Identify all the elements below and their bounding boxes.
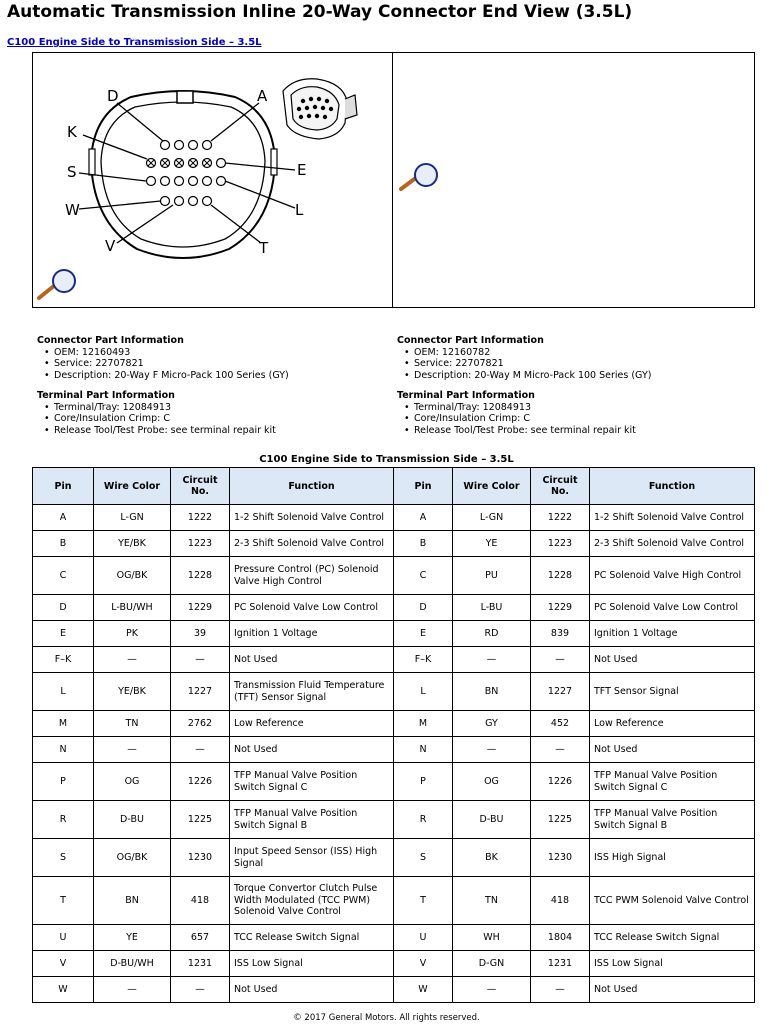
header-circuit-no: Circuit No. (171, 468, 230, 505)
table-cell: 1230 (171, 839, 230, 877)
header-function: Function (230, 468, 394, 505)
table-cell: Not Used (590, 977, 755, 1003)
table-cell: — (453, 977, 531, 1003)
table-header-row (33, 468, 755, 505)
table-cell: — (94, 647, 171, 673)
table-cell: B (33, 531, 94, 557)
table-row (33, 621, 755, 647)
table-cell: 2-3 Shift Solenoid Valve Control (590, 531, 755, 557)
table-row (33, 505, 755, 531)
table-cell: TFT Sensor Signal (590, 673, 755, 711)
table-cell: 1227 (171, 673, 230, 711)
table-cell: Pressure Control (PC) Solenoid Valve High Control (230, 557, 394, 595)
table-cell: 1226 (171, 763, 230, 801)
table-cell: 1231 (171, 951, 230, 977)
table-cell: 1225 (531, 801, 590, 839)
table-cell: L (394, 673, 453, 711)
table-row (33, 925, 755, 951)
table-cell: TFP Manual Valve Position Switch Signal B (590, 801, 755, 839)
table-cell: GY (453, 711, 531, 737)
list-item: • Core/Insulation Crimp: C (414, 413, 747, 425)
table-cell: Not Used (230, 977, 394, 1003)
magnifier-icon[interactable] (39, 270, 75, 298)
table-row (33, 737, 755, 763)
table-cell: 1229 (531, 595, 590, 621)
table-cell: E (394, 621, 453, 647)
terminal-part-heading: Terminal Part Information (397, 390, 535, 401)
pin-label-v: V (105, 237, 116, 255)
table-cell: TN (453, 877, 531, 925)
table-cell: S (394, 839, 453, 877)
table-cell: PC Solenoid Valve Low Control (590, 595, 755, 621)
table-cell: D-BU (453, 801, 531, 839)
table-cell: V (33, 951, 94, 977)
table-row (33, 673, 755, 711)
table-cell: C (394, 557, 453, 595)
table-cell: D-GN (453, 951, 531, 977)
table-row (33, 647, 755, 673)
table-cell: BK (453, 839, 531, 877)
connector-part-heading: Connector Part Information (37, 335, 184, 346)
table-cell: OG/BK (94, 557, 171, 595)
table-cell: YE/BK (94, 531, 171, 557)
table-cell: 2762 (171, 711, 230, 737)
terminal-part-heading: Terminal Part Information (37, 390, 175, 401)
page-title: Automatic Transmission Inline 20-Way Connector End View (3.5L) (7, 2, 633, 22)
table-cell: 1223 (171, 531, 230, 557)
table-cell: P (33, 763, 94, 801)
table-row (33, 557, 755, 595)
table-cell: Not Used (230, 647, 394, 673)
table-cell: — (171, 977, 230, 1003)
connector-key-left (89, 149, 95, 175)
pin-label-s: S (67, 163, 77, 181)
table-cell: L-GN (94, 505, 171, 531)
table-cell: — (94, 977, 171, 1003)
table-cell: — (453, 737, 531, 763)
table-cell: TFP Manual Valve Position Switch Signal C (590, 763, 755, 801)
table-cell: 1225 (171, 801, 230, 839)
list-item: • Terminal/Tray: 12084913 (414, 402, 747, 414)
pin-label-l: L (295, 201, 304, 219)
header-wire-color: Wire Color (453, 468, 531, 505)
table-cell: TCC PWM Solenoid Valve Control (590, 877, 755, 925)
table-cell: 1228 (531, 557, 590, 595)
table-cell: S (33, 839, 94, 877)
pin-label-t: T (259, 239, 269, 257)
table-row (33, 595, 755, 621)
table-row (33, 763, 755, 801)
table-cell: 452 (531, 711, 590, 737)
table-cell: 1222 (531, 505, 590, 531)
table-cell: WH (453, 925, 531, 951)
table-cell: — (453, 647, 531, 673)
table-cell: R (394, 801, 453, 839)
table-cell: U (394, 925, 453, 951)
table-cell: Not Used (230, 737, 394, 763)
table-cell: N (394, 737, 453, 763)
table-cell: 1231 (531, 951, 590, 977)
table-cell: D-BU/WH (94, 951, 171, 977)
table-row (33, 839, 755, 877)
pin-label-k: K (67, 123, 77, 141)
connector-diagram-panel (32, 52, 394, 308)
table-row (33, 951, 755, 977)
table-row (33, 711, 755, 737)
list-item: • Release Tool/Test Probe: see terminal repair kit (414, 425, 747, 437)
table-cell: Input Speed Sensor (ISS) High Signal (230, 839, 394, 877)
list-item: • OEM: 12160782 (414, 347, 747, 359)
table-cell: 1230 (531, 839, 590, 877)
table-row (33, 531, 755, 557)
table-cell: YE/BK (94, 673, 171, 711)
table-cell: 39 (171, 621, 230, 647)
table-cell: D-BU (94, 801, 171, 839)
table-body (33, 505, 755, 1003)
pin-label-e: E (297, 161, 307, 179)
table-cell: 418 (171, 877, 230, 925)
pin-row-4 (161, 197, 212, 206)
table-cell: ISS High Signal (590, 839, 755, 877)
table-cell: Low Reference (230, 711, 394, 737)
table-cell: TN (94, 711, 171, 737)
table-cell: 1804 (531, 925, 590, 951)
table-cell: BN (453, 673, 531, 711)
table-cell: A (33, 505, 94, 531)
header-wire-color: Wire Color (94, 468, 171, 505)
mating-connector-panel (392, 52, 755, 308)
connector-latch (177, 91, 193, 103)
table-cell: Torque Convertor Clutch Pulse Width Modulated (TCC PWM) Solenoid Valve Control (230, 877, 394, 925)
table-caption: C100 Engine Side to Transmission Side – 3.5L (259, 454, 514, 465)
table-cell: W (394, 977, 453, 1003)
table-cell: W (33, 977, 94, 1003)
table-cell: PC Solenoid Valve Low Control (230, 595, 394, 621)
table-cell: TCC Release Switch Signal (230, 925, 394, 951)
table-cell: L-BU/WH (94, 595, 171, 621)
header-pin: Pin (394, 468, 453, 505)
table-cell: OG (453, 763, 531, 801)
table-cell: 1228 (171, 557, 230, 595)
left-part-info (37, 335, 377, 436)
table-cell: TCC Release Switch Signal (590, 925, 755, 951)
pin-label-w: W (65, 201, 80, 219)
table-cell: PK (94, 621, 171, 647)
table-cell: — (531, 737, 590, 763)
table-cell: YE (453, 531, 531, 557)
list-item: • OEM: 12160493 (54, 347, 377, 359)
table-cell: F–K (33, 647, 94, 673)
header-function: Function (590, 468, 755, 505)
magnifier-icon[interactable] (401, 164, 437, 189)
table-cell: TFP Manual Valve Position Switch Signal C (230, 763, 394, 801)
table-cell: — (171, 737, 230, 763)
table-cell: L-GN (453, 505, 531, 531)
table-cell: L-BU (453, 595, 531, 621)
pin-label-a: A (257, 87, 268, 105)
table-row (33, 801, 755, 839)
table-cell: C (33, 557, 94, 595)
table-cell: Transmission Fluid Temperature (TFT) Sensor Signal (230, 673, 394, 711)
table-cell: 2-3 Shift Solenoid Valve Control (230, 531, 394, 557)
table-cell: RD (453, 621, 531, 647)
connector-thumbnail (283, 79, 357, 139)
table-cell: BN (94, 877, 171, 925)
table-cell: Ignition 1 Voltage (590, 621, 755, 647)
table-cell: 839 (531, 621, 590, 647)
table-cell: Not Used (590, 737, 755, 763)
table-cell: TFP Manual Valve Position Switch Signal B (230, 801, 394, 839)
table-cell: P (394, 763, 453, 801)
list-item: • Service: 22707821 (54, 358, 377, 370)
table-cell: YE (94, 925, 171, 951)
table-cell: ISS Low Signal (230, 951, 394, 977)
list-item: • Core/Insulation Crimp: C (54, 413, 377, 425)
list-item: • Description: 20-Way M Micro-Pack 100 Series (GY) (414, 370, 747, 382)
table-cell: OG/BK (94, 839, 171, 877)
header-circuit-no: Circuit No. (531, 468, 590, 505)
list-item: • Release Tool/Test Probe: see terminal repair kit (54, 425, 377, 437)
pin-label-d: D (107, 87, 119, 105)
table-cell: B (394, 531, 453, 557)
table-cell: L (33, 673, 94, 711)
table-cell: M (394, 711, 453, 737)
table-cell: 1227 (531, 673, 590, 711)
table-cell: F–K (394, 647, 453, 673)
connector-end-view-diagram (33, 53, 393, 307)
callout-lines (79, 103, 295, 243)
table-row (33, 877, 755, 925)
list-item: • Service: 22707821 (414, 358, 747, 370)
table-cell: 1226 (531, 763, 590, 801)
table-cell: T (394, 877, 453, 925)
table-cell: M (33, 711, 94, 737)
table-cell: U (33, 925, 94, 951)
table-cell: A (394, 505, 453, 531)
table-cell: D (394, 595, 453, 621)
table-cell: — (531, 977, 590, 1003)
table-cell: 1-2 Shift Solenoid Valve Control (590, 505, 755, 531)
sub-link[interactable]: C100 Engine Side to Transmission Side – 3.5L (7, 37, 262, 48)
table-cell: PC Solenoid Valve High Control (590, 557, 755, 595)
right-part-info (397, 335, 747, 436)
list-item: • Terminal/Tray: 12084913 (54, 402, 377, 414)
table-cell: OG (94, 763, 171, 801)
table-cell: ISS Low Signal (590, 951, 755, 977)
connector-key-right (271, 149, 277, 175)
pin-row-1 (161, 141, 212, 150)
table-cell: 418 (531, 877, 590, 925)
table-cell: R (33, 801, 94, 839)
table-cell: 1-2 Shift Solenoid Valve Control (230, 505, 394, 531)
table-cell: — (94, 737, 171, 763)
table-cell: PU (453, 557, 531, 595)
pin-row-3 (147, 177, 226, 186)
connector-part-heading: Connector Part Information (397, 335, 544, 346)
table-cell: N (33, 737, 94, 763)
pin-row-2 (147, 159, 226, 168)
table-cell: E (33, 621, 94, 647)
table-cell: 1229 (171, 595, 230, 621)
table-cell: T (33, 877, 94, 925)
table-cell: 1223 (531, 531, 590, 557)
table-cell: Low Reference (590, 711, 755, 737)
table-cell: Not Used (590, 647, 755, 673)
pinout-table (32, 467, 755, 1003)
table-cell: V (394, 951, 453, 977)
header-pin: Pin (33, 468, 94, 505)
table-cell: 657 (171, 925, 230, 951)
table-cell: 1222 (171, 505, 230, 531)
table-cell: — (531, 647, 590, 673)
list-item: • Description: 20-Way F Micro-Pack 100 Series (GY) (54, 370, 377, 382)
table-cell: — (171, 647, 230, 673)
table-cell: D (33, 595, 94, 621)
connector-inner-outline (101, 102, 265, 247)
table-cell: Ignition 1 Voltage (230, 621, 394, 647)
copyright-footer: © 2017 General Motors. All rights reserved. (293, 1013, 480, 1023)
table-row (33, 977, 755, 1003)
